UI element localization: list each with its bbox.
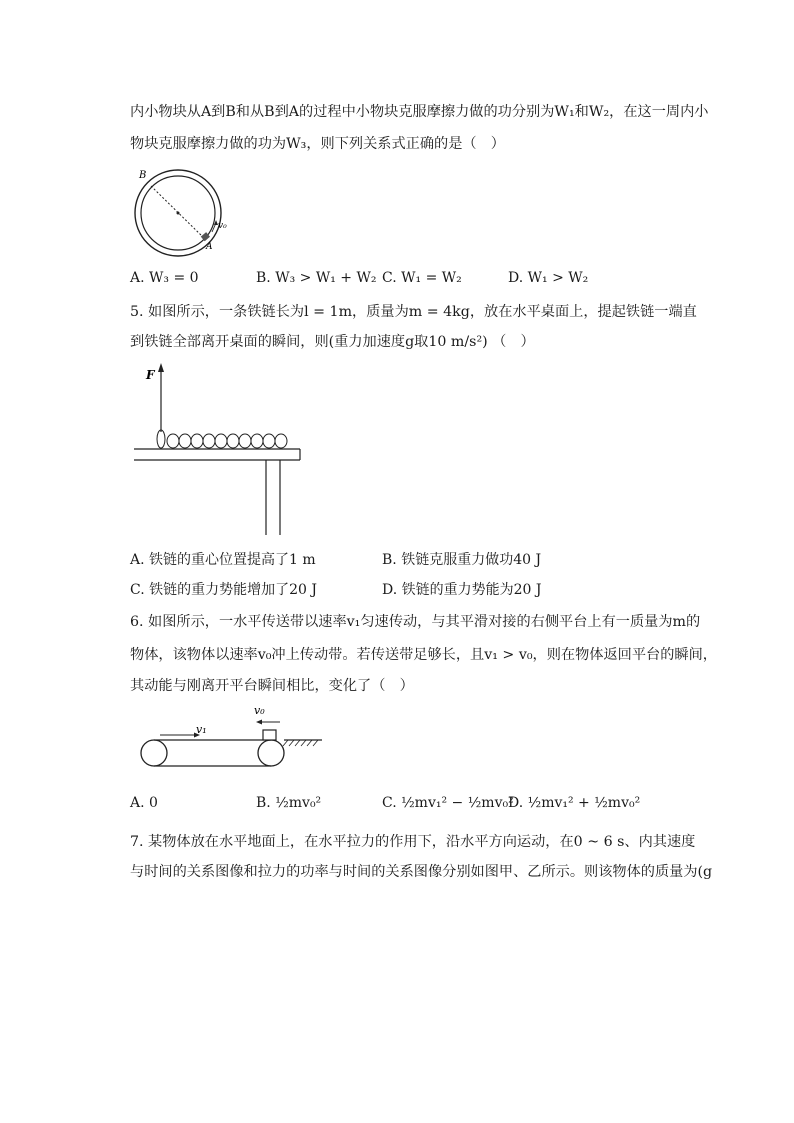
q5-option-d[interactable]: D. 铁链的重力势能为20 J xyxy=(382,582,542,598)
q6-option-d[interactable]: D. ½mv₁² + ½mv₀² xyxy=(508,795,641,811)
label-a: A xyxy=(206,242,213,252)
q4-text-line-1: 内小物块从A到B和从B到A的过程中小物块克服摩擦力做的功分别为W₁和W₂，在这一周内小 xyxy=(130,104,709,120)
q4-option-d[interactable]: D. W₁ > W₂ xyxy=(508,270,589,286)
q7-text-line-2: 与时间的关系图像和拉力的功率与时间的关系图像分别如图甲、乙所示。则该物体的质量为(g xyxy=(130,864,713,880)
q4-option-c[interactable]: C. W₁ = W₂ xyxy=(382,270,462,286)
q6-option-b[interactable]: B. ½mv₀² xyxy=(256,795,322,811)
q4-option-a[interactable]: A. W₃ = 0 xyxy=(130,270,199,286)
q6-conveyor-belt-figure xyxy=(130,700,330,772)
label-f: F xyxy=(146,368,155,382)
q7-text-line-1: 7. 某物体放在水平地面上，在水平拉力的作用下，沿水平方向运动，在0 ~ 6 s、内其速度 xyxy=(130,834,696,850)
object-box xyxy=(263,730,276,740)
center-dot xyxy=(177,212,180,215)
q5-chain-on-table-figure xyxy=(130,360,310,540)
label-v0: v₀ xyxy=(254,704,265,717)
q6-option-a[interactable]: A. 0 xyxy=(130,795,158,811)
q5-text-line-1: 5. 如图所示，一条铁链长为l = 1m，质量为m = 4kg，放在水平桌面上，提起铁链一端直 xyxy=(130,304,697,320)
q6-option-c[interactable]: C. ½mv₁² − ½mv₀² xyxy=(382,795,514,811)
q5-option-b[interactable]: B. 铁链克服重力做功40 J xyxy=(382,552,542,568)
q6-text-line-3: 其动能与刚离开平台瞬间相比，变化了（ ） xyxy=(130,678,414,694)
platform-hatching xyxy=(283,740,318,746)
left-roller xyxy=(141,740,167,766)
right-roller xyxy=(258,740,284,766)
label-v0: v₀ xyxy=(218,221,227,231)
q6-text-line-1: 6. 如图所示，一水平传送带以速率v₁匀速传动，与其平滑对接的右侧平台上有一质量为m的 xyxy=(130,614,701,630)
force-arrowhead xyxy=(158,363,164,372)
label-v1: v₁ xyxy=(196,723,207,736)
label-b: B xyxy=(139,170,147,181)
chain-lifted-link xyxy=(157,430,165,448)
chain-links xyxy=(167,434,287,448)
q5-option-a[interactable]: A. 铁链的重心位置提高了1 m xyxy=(130,552,316,568)
q5-option-c[interactable]: C. 铁链的重力势能增加了20 J xyxy=(130,582,317,598)
q5-text-line-2: 到铁链全部离开桌面的瞬间，则(重力加速度g取10 m/s²) （ ） xyxy=(130,334,535,350)
q4-text-line-2: 物块克服摩擦力做的功为W₃，则下列关系式正确的是（ ） xyxy=(130,136,505,152)
q4-circular-track-figure xyxy=(128,162,238,262)
v0-arrowhead xyxy=(256,720,262,725)
q4-option-b[interactable]: B. W₃ > W₁ + W₂ xyxy=(256,270,377,286)
q6-text-line-2: 物体，该物体以速率v₀冲上传动带。若传送带足够长，且v₁ > v₀，则在物体返回平台的瞬间， xyxy=(130,647,717,663)
